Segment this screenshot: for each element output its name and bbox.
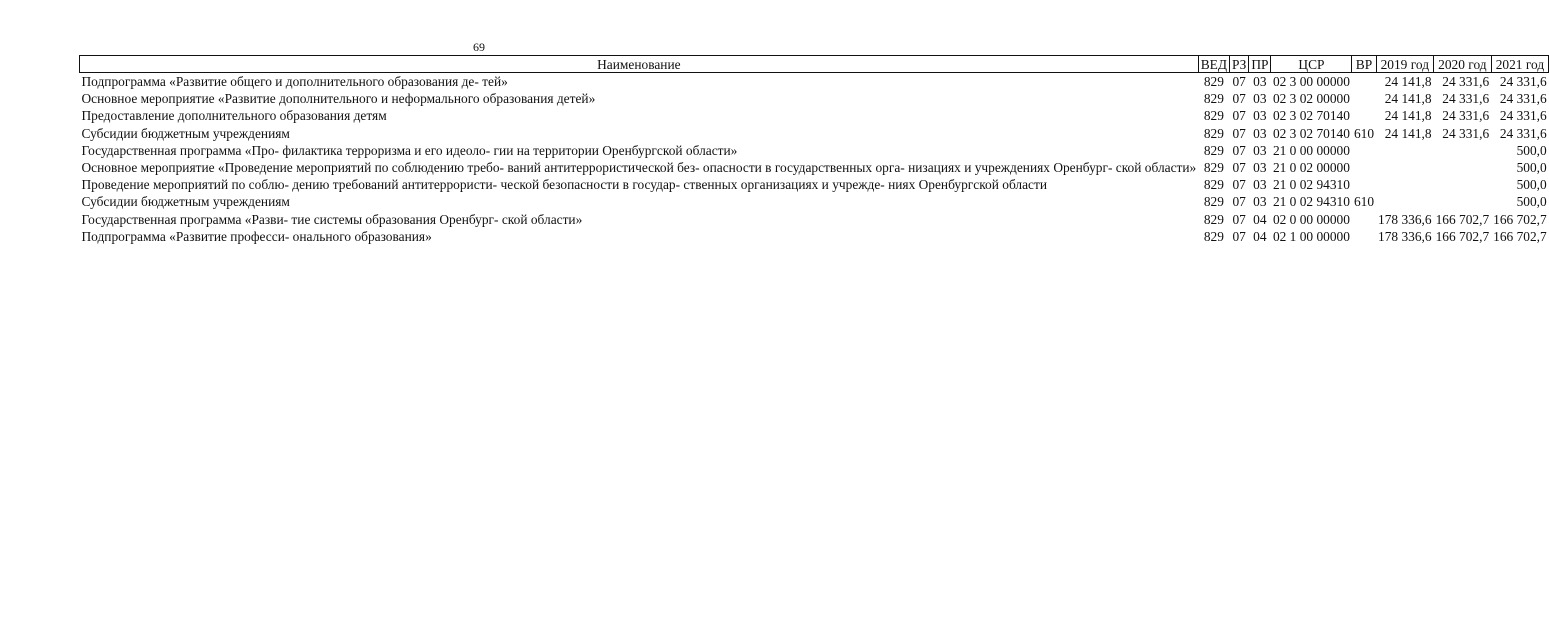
table-row xyxy=(80,142,1549,159)
row-vr: 610 xyxy=(1353,194,1375,210)
row-amount-2020 xyxy=(1434,159,1492,176)
row-amount-2019 xyxy=(1376,159,1434,176)
row-vr: 610 xyxy=(1353,125,1375,141)
header-2021: 2021 год xyxy=(1491,56,1549,73)
page-number: 69 xyxy=(473,40,485,54)
table-row xyxy=(80,159,1549,176)
row-amount-2020 xyxy=(1434,176,1492,193)
row-csr: 02 3 02 70140 xyxy=(1272,108,1350,124)
row-ved: 829 xyxy=(1203,228,1224,244)
row-amount-2021: 500,0 xyxy=(1516,177,1547,193)
header-pr: ПР xyxy=(1249,56,1271,73)
row-amount-2021: 24 331,6 xyxy=(1499,74,1547,89)
row-amount-2021: 500,0 xyxy=(1516,194,1547,210)
row-pr: 03 xyxy=(1253,125,1267,141)
row-amount-2021: 166 702,7 xyxy=(1493,228,1547,244)
header-csr: ЦСР xyxy=(1271,56,1352,73)
header-ved: ВЕД xyxy=(1198,56,1229,73)
row-pr: 03 xyxy=(1253,177,1267,193)
row-csr: 02 1 00 00000 xyxy=(1272,228,1350,244)
row-amount-2019: 24 141,8 xyxy=(1384,91,1432,107)
row-amount-2021: 24 331,6 xyxy=(1499,125,1547,141)
row-amount-2019: 24 141,8 xyxy=(1384,74,1432,89)
row-csr: 21 0 02 94310 xyxy=(1272,194,1350,210)
row-name: Основное мероприятие «Развитие дополнительного и неформального образования детей» xyxy=(81,91,596,107)
row-name: Предоставление дополнительного образования детям xyxy=(81,108,387,124)
row-amount-2019 xyxy=(1376,176,1434,193)
table-row xyxy=(80,176,1549,193)
row-amount-2021: 24 331,6 xyxy=(1499,108,1547,124)
row-amount-2019: 24 141,8 xyxy=(1384,125,1432,141)
row-pr: 03 xyxy=(1253,194,1267,210)
row-rz: 07 xyxy=(1232,108,1246,124)
row-amount-2021: 500,0 xyxy=(1516,142,1547,158)
row-ved: 829 xyxy=(1203,177,1224,193)
row-amount-2021: 166 702,7 xyxy=(1493,211,1547,227)
header-rz: РЗ xyxy=(1229,56,1248,73)
row-rz: 07 xyxy=(1232,74,1246,89)
header-2020: 2020 год xyxy=(1434,56,1492,73)
table-row xyxy=(80,107,1549,124)
row-amount-2020: 24 331,6 xyxy=(1442,125,1490,141)
budget-table xyxy=(79,55,1549,245)
row-name: Подпрограмма «Развитие професси- онального образования» xyxy=(81,228,432,244)
row-vr xyxy=(1352,73,1376,91)
row-amount-2020: 24 331,6 xyxy=(1442,91,1490,107)
row-vr xyxy=(1352,159,1376,176)
row-pr: 03 xyxy=(1253,108,1267,124)
row-vr xyxy=(1352,176,1376,193)
table-row xyxy=(80,73,1549,91)
row-amount-2020: 166 702,7 xyxy=(1435,211,1490,227)
row-rz: 07 xyxy=(1232,125,1246,141)
row-rz: 07 xyxy=(1232,228,1246,244)
header-name: Наименование xyxy=(80,56,1199,73)
row-ved: 829 xyxy=(1203,108,1224,124)
row-amount-2019 xyxy=(1376,142,1434,159)
row-ved: 829 xyxy=(1203,160,1224,176)
row-amount-2020: 24 331,6 xyxy=(1442,74,1490,89)
header-vr: ВР xyxy=(1352,56,1376,73)
row-ved: 829 xyxy=(1203,142,1224,158)
row-csr: 21 0 02 00000 xyxy=(1272,160,1350,176)
table-row xyxy=(80,90,1549,107)
row-amount-2020: 24 331,6 xyxy=(1442,108,1490,124)
row-csr: 02 3 02 70140 xyxy=(1272,125,1350,141)
row-rz: 07 xyxy=(1232,211,1246,227)
row-csr: 02 3 00 00000 xyxy=(1272,74,1350,89)
row-vr xyxy=(1352,228,1376,245)
row-pr: 03 xyxy=(1253,74,1267,89)
row-rz: 07 xyxy=(1232,142,1246,158)
row-vr xyxy=(1352,90,1376,107)
row-ved: 829 xyxy=(1203,125,1224,141)
table-header-row xyxy=(80,56,1549,73)
table-row xyxy=(80,211,1549,228)
row-ved: 829 xyxy=(1203,194,1224,210)
table-body xyxy=(80,73,1549,246)
header-2019: 2019 год xyxy=(1376,56,1434,73)
row-amount-2020 xyxy=(1434,193,1492,210)
row-ved: 829 xyxy=(1203,211,1224,227)
row-rz: 07 xyxy=(1232,194,1246,210)
row-name: Субсидии бюджетным учреждениям xyxy=(81,125,290,141)
row-rz: 07 xyxy=(1232,91,1246,107)
row-amount-2021: 500,0 xyxy=(1516,160,1547,176)
row-name: Проведение мероприятий по соблю- дению требований антитеррористи- ческой безопасности в государ- ственных организациях и учрежде- ниях Оренбургской области xyxy=(81,177,1048,193)
row-name: Подпрограмма «Развитие общего и дополнительного образования де- тей» xyxy=(81,74,508,89)
row-rz: 07 xyxy=(1232,160,1246,176)
table-row xyxy=(80,125,1549,142)
row-name: Основное мероприятие «Проведение мероприятий по соблюдению требо- ваний антитеррористической без- опасности в государственных орга- низациях и учреждениях Оренбург- ской области» xyxy=(81,160,1197,176)
row-csr: 02 0 00 00000 xyxy=(1272,211,1350,227)
row-ved: 829 xyxy=(1203,74,1224,89)
row-amount-2020 xyxy=(1434,142,1492,159)
row-name: Государственная программа «Разви- тие системы образования Оренбург- ской области» xyxy=(81,211,583,227)
row-csr: 21 0 00 00000 xyxy=(1272,142,1350,158)
row-name: Субсидии бюджетным учреждениям xyxy=(81,194,290,210)
row-amount-2021: 24 331,6 xyxy=(1499,91,1547,107)
row-csr: 21 0 02 94310 xyxy=(1272,177,1350,193)
row-amount-2019 xyxy=(1376,193,1434,210)
row-vr xyxy=(1352,107,1376,124)
row-amount-2019: 178 336,6 xyxy=(1378,228,1432,244)
row-rz: 07 xyxy=(1232,177,1246,193)
row-name: Государственная программа «Про- филактика терроризма и его идеоло- гии на территории Оренбургской области» xyxy=(81,142,738,158)
row-pr: 03 xyxy=(1253,160,1267,176)
row-vr xyxy=(1352,211,1376,228)
row-csr: 02 3 02 00000 xyxy=(1272,91,1350,107)
row-pr: 03 xyxy=(1253,91,1267,107)
row-amount-2019: 24 141,8 xyxy=(1384,108,1432,124)
table-row xyxy=(80,228,1549,245)
row-amount-2020: 166 702,7 xyxy=(1435,228,1490,244)
row-pr: 03 xyxy=(1253,142,1267,158)
row-ved: 829 xyxy=(1203,91,1224,107)
row-pr: 04 xyxy=(1253,228,1267,244)
table-row xyxy=(80,193,1549,210)
row-pr: 04 xyxy=(1253,211,1267,227)
row-vr xyxy=(1352,142,1376,159)
row-amount-2019: 178 336,6 xyxy=(1378,211,1432,227)
